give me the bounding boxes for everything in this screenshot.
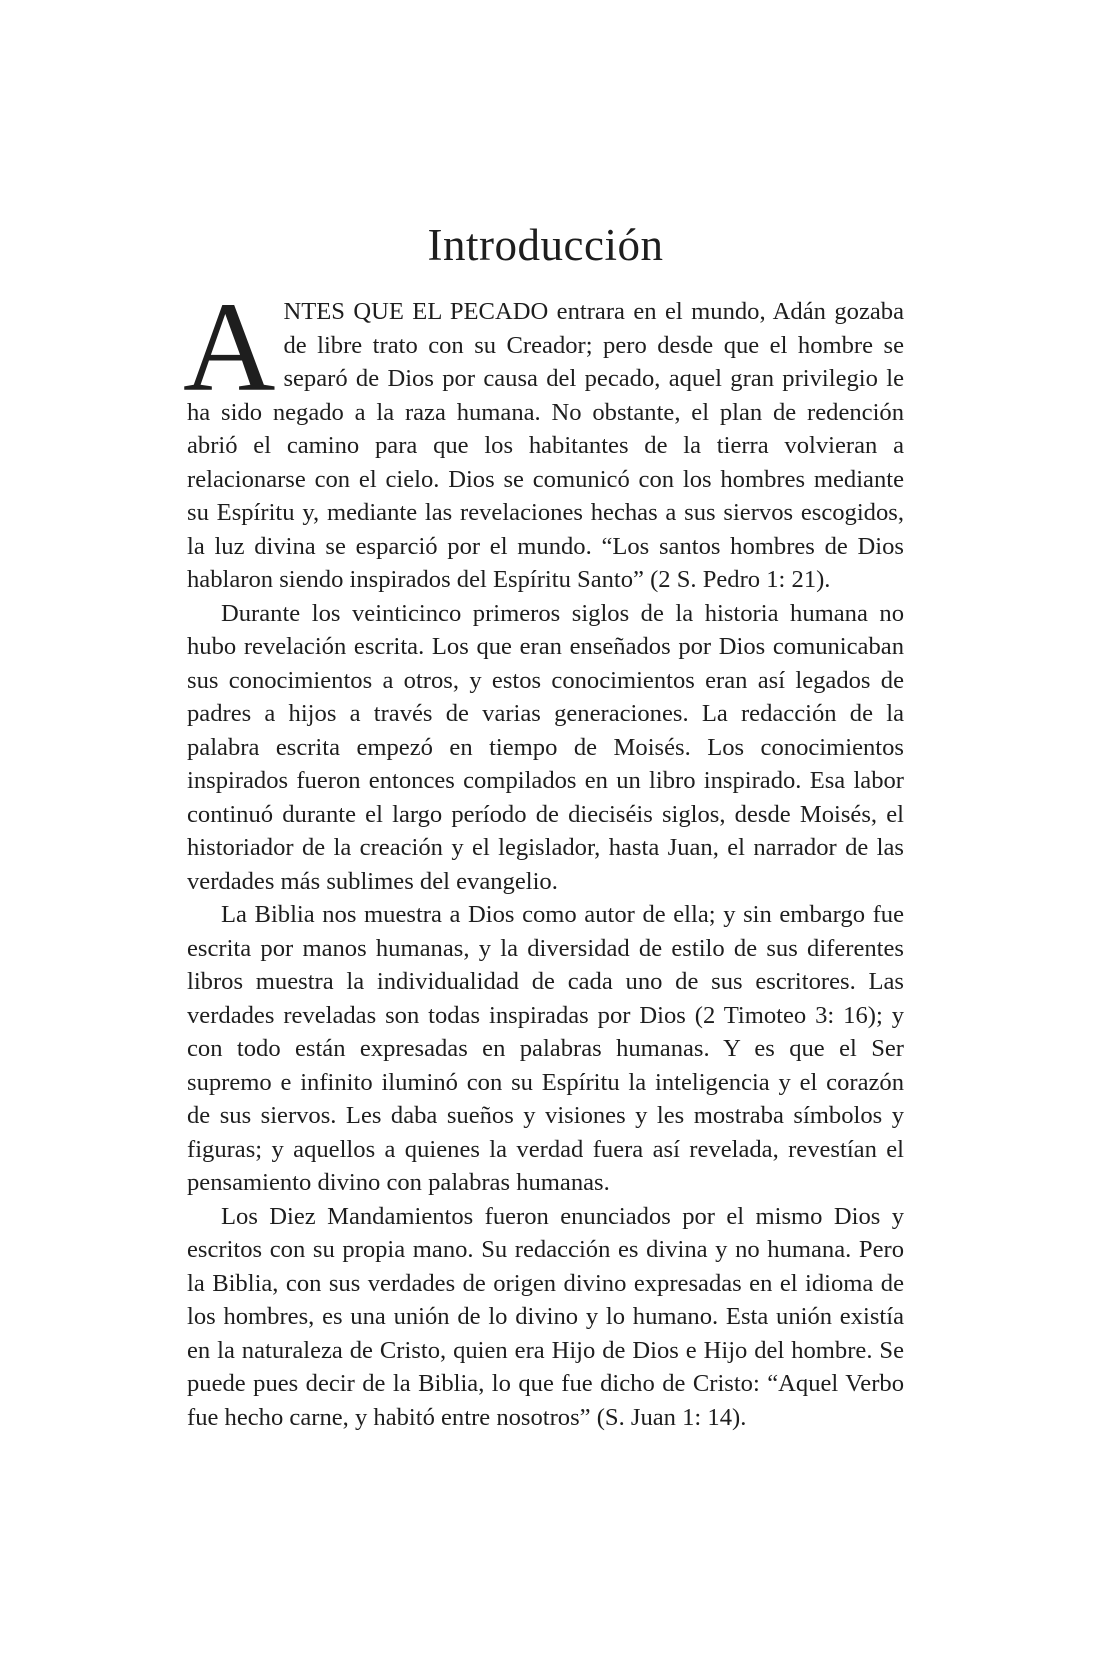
book-page [183,215,904,1434]
paragraph-1 [183,276,904,597]
lead-in-words: NTES QUE EL PECADO [283,298,549,325]
paragraph-3: La Biblia nos muestra a Dios como autor de ella; y sin embargo fue escrita por manos humanas, y la diversidad de estilo de sus diferentes libros muestra la individualidad de cada uno de sus escritores. Las verdades reveladas son todas inspiradas por Dios (2 Timoteo 3: 16); y con todo están expresadas en palabras humanas. Y es que el Ser supremo e infinito iluminó con su Espíritu la inteligencia y el corazón de sus siervos. Les daba sueños y visiones y les mostraba símbolos y figuras; y aquellos a quienes la verdad fuera así revelada, revestían el pensamiento divino con palabras humanas. [187,901,904,1196]
paragraph-1-text: entrara en el mundo, Adán gozaba de libre trato con su Creador; pero desde que el hombre se separó de Dios por causa del pecado, aquel gran privilegio le ha sido negado a la raza humana. No obstante, el plan de redención abrió el camino para que los habitantes de la tierra volvieran a relacionarse con el cielo. Dios se comunicó con los hombres mediante su Espíritu y, mediante las revelaciones hechas a sus siervos escogidos, la luz divina se esparció por el mundo. “Los santos hombres de Dios hablaron siendo inspirados del Espíritu Santo” (2 S. Pedro 1: 21). [187,298,904,593]
paragraph-4: Los Diez Mandamientos fueron enunciados por el mismo Dios y escritos con su propia mano. Su redacción es divina y no humana. Pero la Biblia, con sus verdades de origen divino expresadas en el idioma de los hombres, es una unión de lo divino y lo humano. Esta unión existía en la naturaleza de Cristo, quien era Hijo de Dios e Hijo del hombre. Se puede pues decir de la Biblia, lo que fue dicho de Cristo: “Aquel Verbo fue hecho carne, y habitó entre nosotros” (S. Juan 1: 14). [187,1202,904,1431]
paragraph-2: Durante los veinticinco primeros siglos de la historia humana no hubo revelación escrita. Los que eran enseñados por Dios comunicaban sus conocimientos a otros, y estos conocimientos eran así legados de padres a hijos a través de varias generaciones. La redacción de la palabra escrita empezó en tiempo de Moisés. Los conocimientos inspirados fueron entonces compilados en un libro inspirado. Esa labor continuó durante el largo período de dieciséis siglos, desde Moisés, el historiador de la creación y el legislador, hasta Juan, el narrador de las verdades más sublimes del evangelio. [187,599,904,895]
chapter-title: Introducción [427,220,664,270]
drop-cap-letter: A [183,276,276,418]
